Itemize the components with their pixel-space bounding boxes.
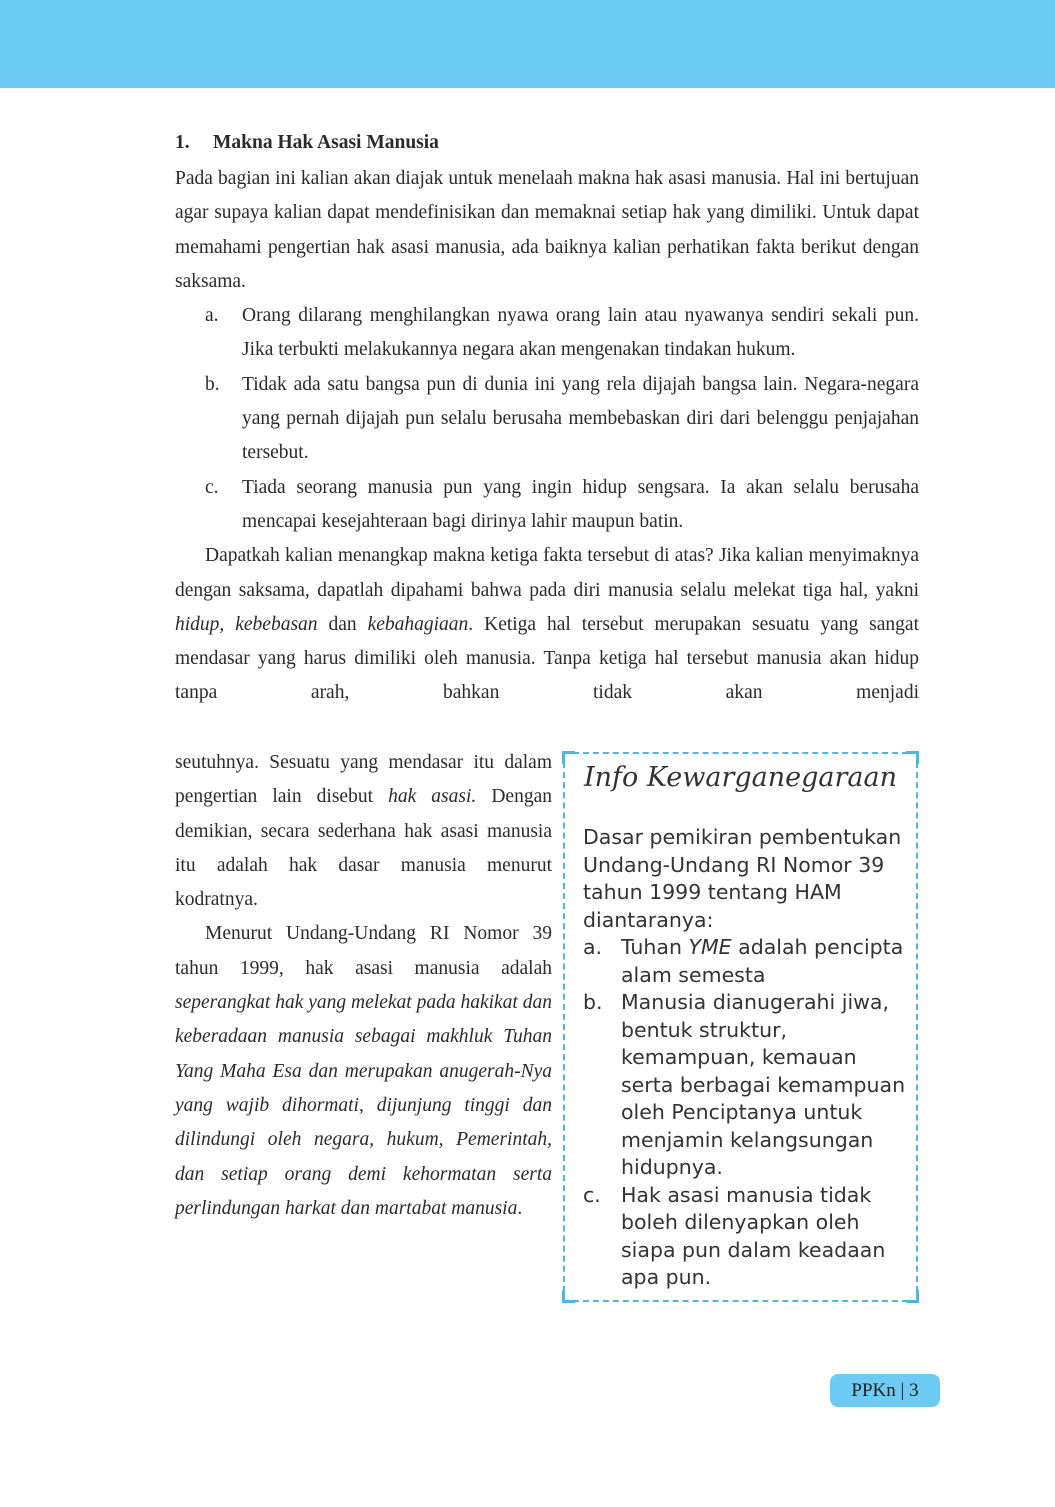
fact-item bbox=[175, 299, 919, 368]
fact-marker: c. bbox=[205, 476, 219, 498]
fact-item bbox=[175, 368, 919, 471]
page-label: PPKn | 3 bbox=[851, 1379, 919, 1401]
text-run: dan bbox=[317, 613, 368, 635]
text-run: Menurut Undang-Undang RI Nomor 39 tahun 1999, hak asasi manusia adalah bbox=[175, 923, 552, 979]
text-run: . Ketiga hal tersebut merupakan sesuatu yang sangat mendasar yang harus dimiliki oleh manusia. Tanpa ketiga hal tersebut manusia akan hidup tanpa arah, bahkan tidak akan menjadi bbox=[175, 613, 919, 704]
info-item-marker: b. bbox=[583, 990, 603, 1014]
info-item bbox=[583, 989, 908, 1182]
text-run: seutuhnya. Sesuatu yang mendasar itu dalam pengertian lain disebut bbox=[175, 752, 552, 808]
fact-marker: b. bbox=[205, 373, 220, 395]
section-title bbox=[175, 128, 919, 158]
definition-quote: seperangkat hak yang melekat pada hakikat dan keberadaan manusia sebagai makhluk Tuhan Yang Maha Esa dan merupakan anugerah-Nya yang wajib dihormati, dijunjung tinggi dan dilindungi oleh negara, hukum, Pemerintah, dan setiap orang demi kehormatan serta perlindungan harkat dan martabat manusia bbox=[175, 992, 552, 1219]
fact-text: Tidak ada satu bangsa pun di dunia ini yang rela dijajah bangsa lain. Negara-negara yang pernah dijajah pun selalu berusaha membebaskan diri dari belenggu penjajahan tersebut. bbox=[242, 373, 919, 464]
fact-text: Orang dilarang menghilangkan nyawa orang lain atau nyawanya sendiri sekali pun. Jika terbukti melakukannya negara akan mengenakan tindakan hukum. bbox=[242, 305, 919, 361]
info-item bbox=[583, 934, 908, 989]
info-item-text: Manusia dianugerahi jiwa, bentuk struktur, kemampuan, kemauan serta berbagai kemampuan oleh Penciptanya untuk menjamin kelangsungan hidupnya. bbox=[621, 990, 906, 1179]
continuation-paragraph bbox=[175, 746, 552, 917]
meaning-paragraph bbox=[175, 539, 919, 710]
text-run: Dapatkah kalian menangkap makna ketiga fakta tersebut di atas? Jika kalian menyimaknya dengan saksama, dapatlah dipahami bahwa pada diri manusia selalu melekat tiga hal, yakni bbox=[175, 545, 919, 601]
main-content bbox=[175, 128, 919, 711]
page-number-tab bbox=[830, 1374, 940, 1407]
emphasis-text: hidup, kebebasan bbox=[175, 613, 318, 635]
info-item-marker: a. bbox=[583, 935, 603, 959]
info-box-title: Info Kewarganegaraan bbox=[583, 762, 898, 793]
section-title-text: Makna Hak Asasi Manusia bbox=[213, 132, 439, 153]
info-box-intro: Dasar pemikiran pembentukan Undang-Undang RI Nomor 39 tahun 1999 tentang HAM diantaranya: bbox=[583, 825, 902, 932]
info-box-list bbox=[583, 934, 908, 1292]
left-column bbox=[175, 746, 552, 1226]
box-corner bbox=[562, 1290, 575, 1303]
fact-marker: a. bbox=[205, 305, 219, 327]
text-run: adalah pencipta alam semesta bbox=[621, 935, 904, 987]
emphasis-text: hak asasi. bbox=[388, 786, 477, 808]
text-run: Dengan demikian, secara sederhana hak asasi manusia itu adalah hak dasar manusia menurut kodratnya. bbox=[175, 786, 552, 911]
info-box bbox=[563, 752, 918, 1302]
definition-paragraph bbox=[175, 917, 552, 1226]
text-run: Tuhan bbox=[621, 935, 689, 959]
facts-list bbox=[175, 299, 919, 539]
text-run: . bbox=[517, 1197, 523, 1219]
section-number: 1. bbox=[175, 132, 190, 153]
fact-item bbox=[175, 471, 919, 540]
emphasis-text: kebahagiaan bbox=[367, 613, 469, 635]
info-item-text: Hak asasi manusia tidak boleh dilenyapkan oleh siapa pun dalam keadaan apa pun. bbox=[621, 1182, 886, 1289]
box-corner bbox=[906, 1290, 919, 1303]
intro-paragraph: Pada bagian ini kalian akan diajak untuk menelaah makna hak asasi manusia. Hal ini bertujuan agar supaya kalian dapat mendefinisikan dan memaknai setiap hak yang dimiliki. Untuk dapat memahami pengertian hak asasi manusia, ada baiknya kalian perhatikan fakta berikut dengan saksama. bbox=[175, 168, 919, 292]
emphasis-text: YME bbox=[688, 935, 732, 959]
fact-text: Tiada seorang manusia pun yang ingin hidup sengsara. Ia akan selalu berusaha mencapai kesejahteraan bagi dirinya lahir maupun batin. bbox=[242, 476, 919, 532]
header-band bbox=[0, 0, 1055, 88]
info-item-marker: c. bbox=[583, 1182, 601, 1207]
info-item bbox=[583, 1182, 908, 1292]
